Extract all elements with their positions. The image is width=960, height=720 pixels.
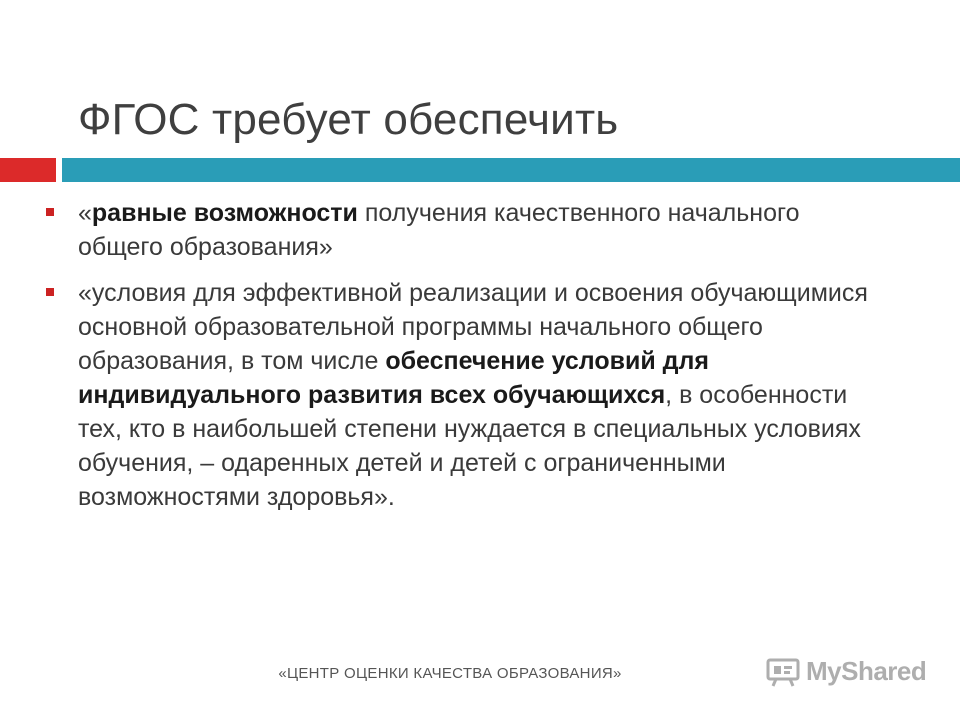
accent-bar-red: [0, 158, 56, 182]
bullet-text-part: , в особенности тех, кто в наибольшей степени нуждается в специальных условиях обучения, – одаренных детей и детей с ограниченными возможностями здоровья».: [78, 381, 861, 511]
bullet-list: [46, 196, 886, 514]
bullet-text-part: «: [78, 199, 92, 227]
square-bullet-icon: [46, 208, 54, 216]
bullet-item: [46, 196, 886, 264]
bullet-text-part: получения качественного начального общего образования»: [78, 199, 800, 261]
bullet-item: [46, 276, 886, 514]
watermark-text: MyShared: [806, 656, 927, 686]
bullet-text-bold: обеспечение условий для индивидуального развития всех обучающихся: [78, 347, 710, 409]
square-bullet-icon: [46, 288, 54, 296]
watermark-logo: [766, 656, 926, 687]
presentation-board-icon: [766, 657, 800, 687]
slide-title: ФГОС требует обеспечить: [78, 95, 619, 144]
bullet-text: [78, 199, 799, 261]
slide-footer: «ЦЕНТР ОЦЕНКИ КАЧЕСТВА ОБРАЗОВАНИЯ»: [278, 665, 622, 682]
accent-bar-blue: [62, 158, 960, 182]
bullet-text-part: «условия для эффективной реализации и освоения обучающимися основной образовательной программы начального общего образования, в том числе: [78, 279, 868, 375]
bullet-text: [78, 279, 868, 511]
bullet-text-bold: равные возможности: [91, 199, 358, 227]
